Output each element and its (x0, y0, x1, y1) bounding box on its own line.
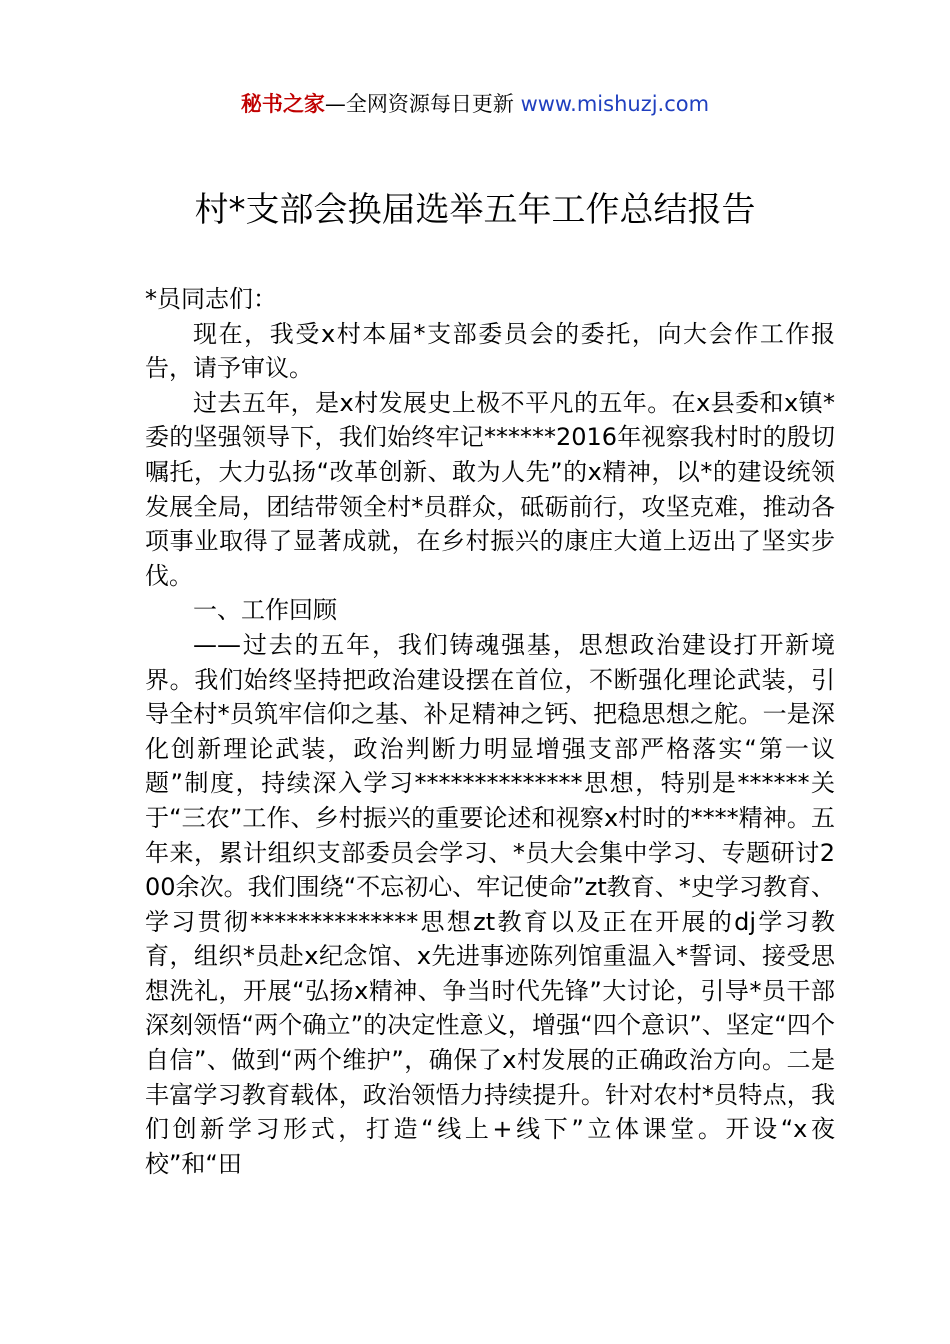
site-header (0, 88, 950, 120)
document-body (145, 282, 835, 1181)
section-heading: 一、工作回顾 (193, 596, 337, 625)
paragraph-review: 过去五年，是x村发展史上极不平凡的五年。在x县委和x镇*委的坚强领导下，我们始终牢记******2016年视察我村时的殷切嘱托，大力弘扬“改革创新、敢为人先”的x精神，以*的建设统领发展全局，团结带领全村*员群众，砥砺前行，攻坚克难，推动各项事业取得了显著成就，在乡村振兴的康庄大道上迈出了坚实步伐。 (145, 388, 835, 590)
site-brand: 秘书之家 (240, 92, 325, 116)
site-url-link[interactable]: www.mishuzj.com (520, 92, 710, 116)
site-tagline: —全网资源每日更新 (324, 92, 521, 116)
paragraph-opening: 现在，我受x村本届*支部委员会的委托，向大会作工作报告，请予审议。 (145, 319, 835, 383)
document-title: 村*支部会换届选举五年工作总结报告 (194, 190, 756, 230)
salutation: *员同志们： (145, 285, 277, 313)
paragraph-political-building: ——过去的五年，我们铸魂强基，思想政治建设打开新境界。我们始终坚持把政治建设摆在首位，不断强化理论武装，引导全村*员筑牢信仰之基、补足精神之钙、把稳思想之舵。一是深化创新理论武装，政治判断力明显增强支部严格落实“第一议题”制度，持续深入学习**************思想，特别是******关于“三农”工作、乡村振兴的重要论述和视察x村时的****精神。五年来，累计组织支部委员会学习、*员大会集中学习、专题研讨200余次。我们围绕“不忘初心、牢记使命”zt教育、*史学习教育、学习贯彻**************思想zt教育以及正在开展的dj学习教育，组织*员赴x纪念馆、x先进事迹陈列馆重温入*誓词、接受思想洗礼，开展“弘扬x精神、争当时代先锋”大讨论，引导*员干部深刻领悟“两个确立”的决定性意义，增强“四个意识”、坚定“四个自信”、做到“两个维护”，确保了x村发展的正确政治方向。二是丰富学习教育载体，政治领悟力持续提升。针对农村*员特点，我们创新学习形式，打造“线上+线下”立体课堂。开设“x夜校”和“田 (145, 630, 835, 1178)
